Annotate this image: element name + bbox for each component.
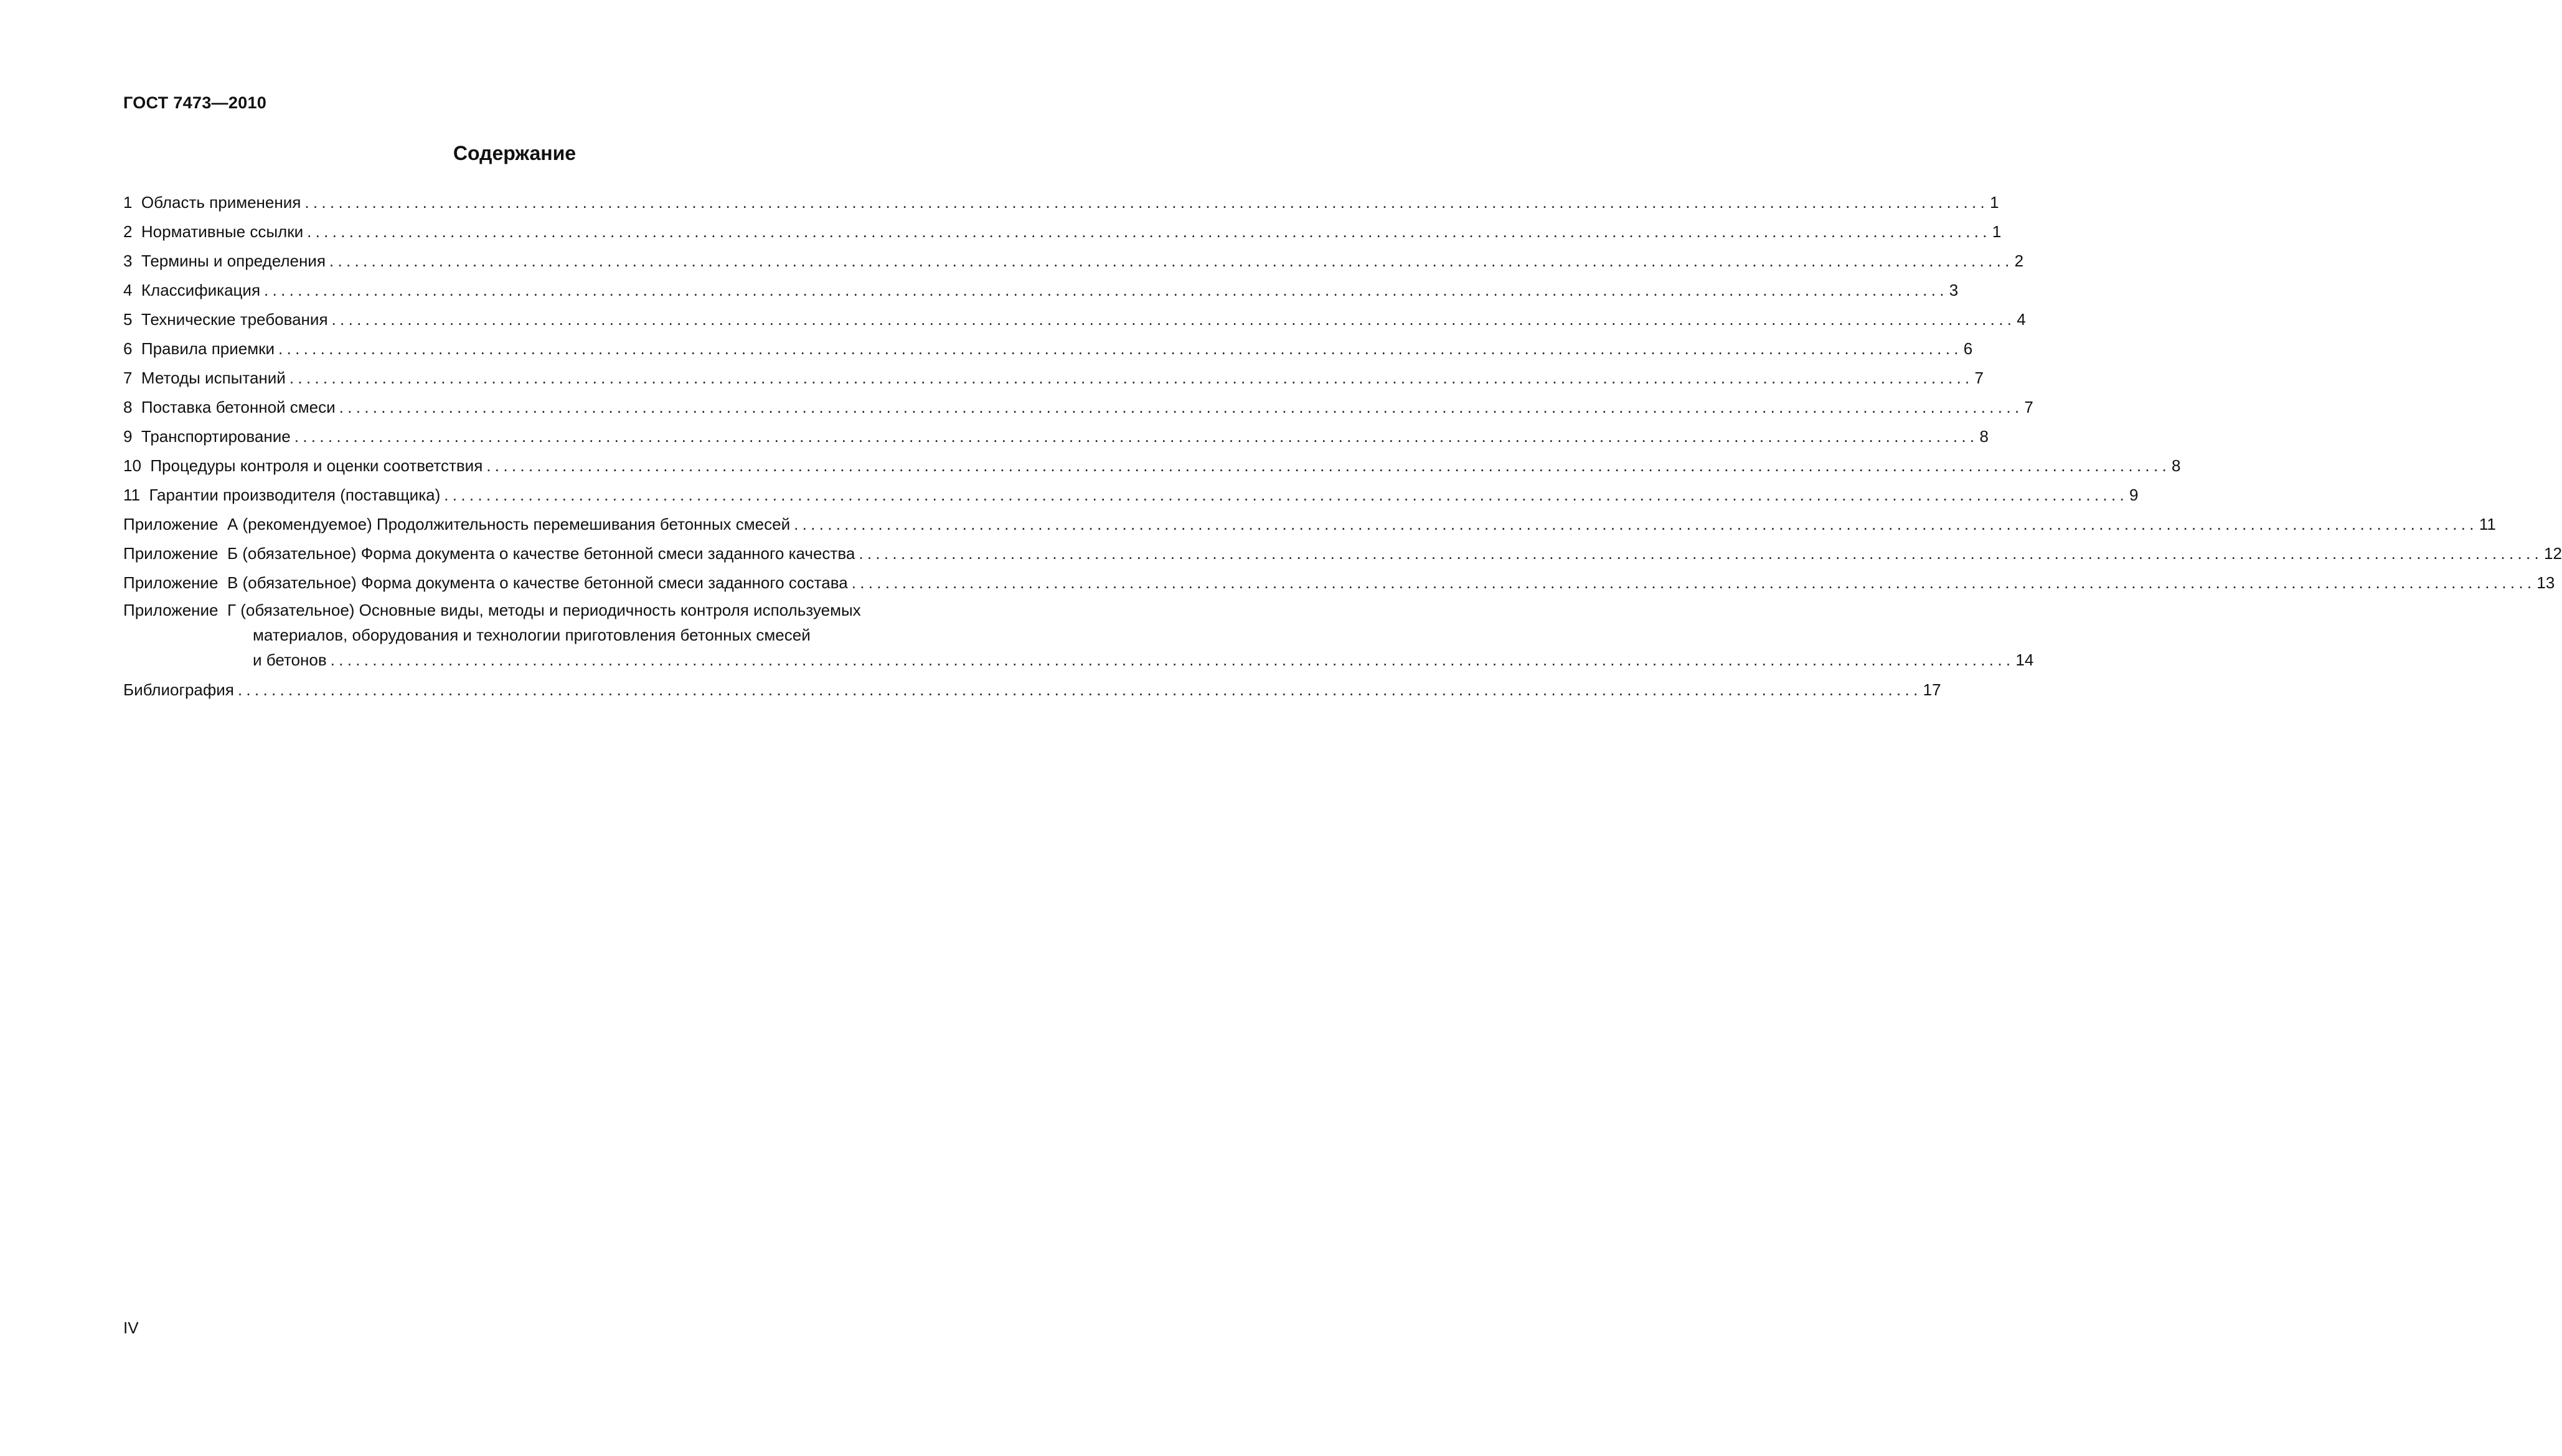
- toc-page-number: 13: [2536, 573, 2555, 592]
- dot-leader: ........................................................................................................................................................................................................: [851, 573, 2536, 592]
- toc-entry-label: 10 Процедуры контроля и оценки соответствия: [123, 456, 483, 475]
- toc-entry-label: Библиография: [123, 680, 234, 699]
- toc-entry-label: 6 Правила приемки: [123, 339, 275, 358]
- toc-entry[interactable]: [123, 568, 2555, 598]
- dot-leader: ........................................................................................................................................................................................................: [329, 251, 2013, 270]
- document-code: ГОСТ 7473—2010: [123, 93, 267, 112]
- toc-page-number: 4: [2017, 310, 2026, 329]
- toc-entry[interactable]: [123, 217, 2002, 247]
- toc-page-number: 1: [1992, 222, 2002, 241]
- toc-entries: [123, 188, 2562, 598]
- toc-page-number: 12: [2544, 544, 2562, 563]
- dot-leader: ........................................................................................................................................................................................................: [330, 651, 2015, 669]
- toc-entry[interactable]: [123, 451, 2181, 481]
- dot-leader: ........................................................................................................................................................................................................: [237, 680, 1922, 699]
- dot-leader: ........................................................................................................................................................................................................: [307, 222, 1991, 241]
- toc-entry[interactable]: [123, 247, 2024, 276]
- dot-leader: ........................................................................................................................................................................................................: [264, 281, 1948, 299]
- toc-entry-label: Приложение Г (обязательное) Основные виды, методы и периодичность контроля используемых: [123, 601, 861, 619]
- toc-page-number: 11: [2479, 515, 2496, 533]
- dot-leader: ........................................................................................................................................................................................................: [444, 486, 2129, 504]
- toc-entry-last-line: [123, 647, 2034, 672]
- toc-entry-label: 3 Термины и определения: [123, 251, 326, 270]
- toc-entry-label: Приложение А (рекомендуемое) Продолжительность перемешивания бетонных смесей: [123, 515, 791, 533]
- dot-leader: ........................................................................................................................................................................................................: [331, 310, 2016, 329]
- toc-page-number: 2: [2014, 251, 2024, 270]
- toc-page-number: 3: [1949, 281, 1959, 299]
- toc-entry-label: 11 Гарантии производителя (поставщика): [123, 486, 441, 504]
- toc-entry[interactable]: [123, 422, 1989, 451]
- page-number: IV: [123, 1318, 139, 1337]
- toc-entry[interactable]: [123, 539, 2562, 568]
- toc-entry-label: 9 Транспортирование: [123, 427, 291, 446]
- table-of-contents: [123, 188, 2562, 705]
- toc-page-number: 7: [2024, 398, 2033, 416]
- toc-entry[interactable]: [123, 305, 2026, 334]
- dot-leader: ........................................................................................................................................................................................................: [859, 544, 2543, 563]
- toc-entry[interactable]: [123, 334, 1973, 364]
- toc-entry-label: Приложение Б (обязательное) Форма документа о качестве бетонной смеси заданного качества: [123, 544, 855, 563]
- toc-entry-bibliography[interactable]: [123, 675, 1941, 705]
- toc-entry[interactable]: [123, 393, 2033, 422]
- dot-leader: ........................................................................................................................................................................................................: [486, 456, 2171, 475]
- dot-leader: ........................................................................................................................................................................................................: [794, 515, 2478, 533]
- toc-entry-label: 1 Область применения: [123, 193, 301, 212]
- toc-entry-label: 4 Классификация: [123, 281, 261, 299]
- toc-entry-label-end: и бетонов: [253, 651, 327, 669]
- dot-leader: ........................................................................................................................................................................................................: [339, 398, 2023, 416]
- toc-page-number: 1: [1990, 193, 1999, 212]
- toc-page-number: 6: [1963, 339, 1973, 358]
- toc-page-number: 8: [1979, 427, 1989, 446]
- toc-entry-label: 2 Нормативные ссылки: [123, 222, 304, 241]
- dot-leader: ........................................................................................................................................................................................................: [294, 427, 1979, 446]
- toc-entry[interactable]: [123, 481, 2139, 510]
- dot-leader: ........................................................................................................................................................................................................: [289, 369, 1974, 387]
- toc-page-number: 7: [1974, 369, 1984, 387]
- toc-entry[interactable]: [123, 276, 1959, 305]
- toc-entry[interactable]: [123, 510, 2496, 539]
- toc-entry-label-continued: материалов, оборудования и технологии приготовления бетонных смесей: [253, 626, 811, 644]
- toc-entry-label: Приложение В (обязательное) Форма документа о качестве бетонной смеси заданного состава: [123, 573, 848, 592]
- toc-entry-label: 5 Технические требования: [123, 310, 328, 329]
- toc-entry[interactable]: [123, 188, 1999, 217]
- dot-leader: ........................................................................................................................................................................................................: [304, 193, 1989, 212]
- toc-title: Содержание: [453, 142, 577, 164]
- toc-page-number: 14: [2015, 651, 2034, 669]
- toc-page-number: 9: [2129, 486, 2139, 504]
- toc-entry-label: 7 Методы испытаний: [123, 369, 286, 387]
- dot-leader: ........................................................................................................................................................................................................: [278, 339, 1962, 358]
- toc-entry[interactable]: [123, 364, 1984, 393]
- toc-entry-appendix-g[interactable]: [123, 598, 2034, 672]
- toc-page-number: 8: [2172, 456, 2181, 475]
- toc-entry-label: 8 Поставка бетонной смеси: [123, 398, 336, 416]
- toc-page-number: 17: [1923, 680, 1941, 699]
